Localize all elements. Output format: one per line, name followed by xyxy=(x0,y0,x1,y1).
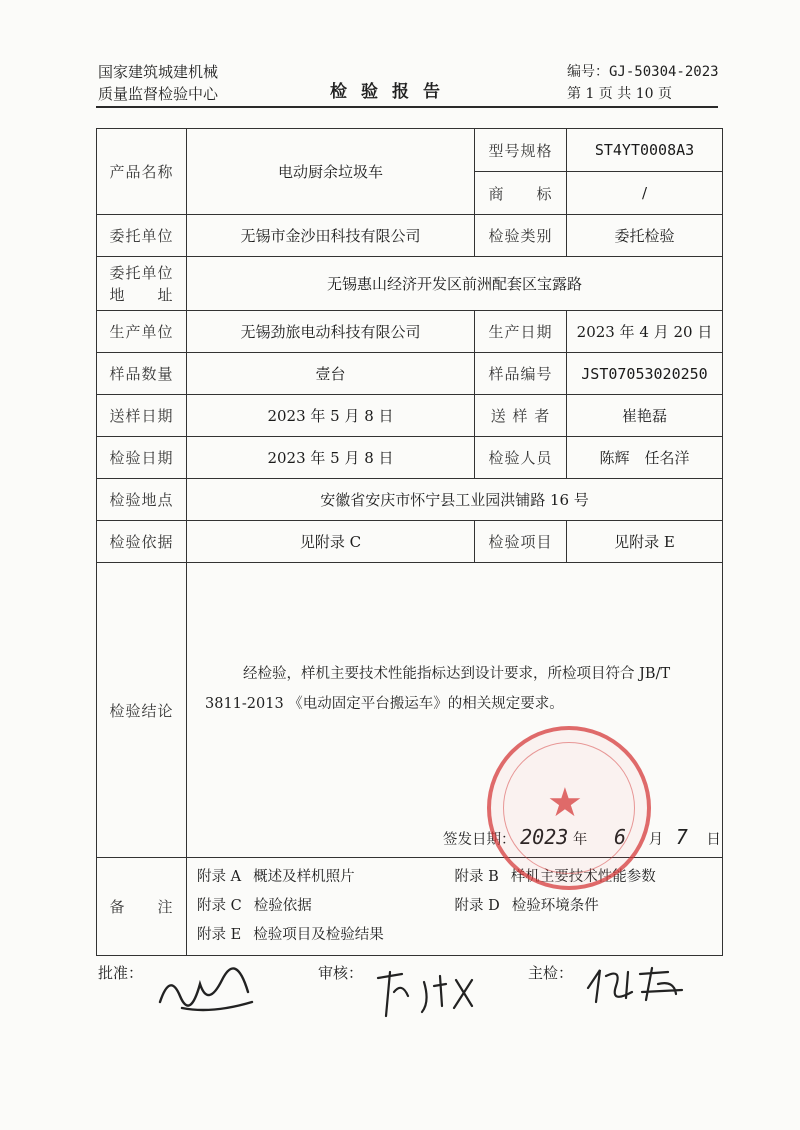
client-address-label-line2: 地 址 xyxy=(109,285,174,304)
reviewer-label: 审核： xyxy=(318,964,364,982)
header-divider xyxy=(96,106,718,108)
model-label: 型号规格 xyxy=(475,129,567,172)
chief-inspector-signature xyxy=(528,962,692,1022)
chief-inspector-label: 主检： xyxy=(528,964,574,982)
sender-label: 送 样 者 xyxy=(475,395,567,437)
category-value: 委托检验 xyxy=(567,215,723,257)
conclusion-cell xyxy=(187,563,723,858)
conclusion-label: 检验结论 xyxy=(97,563,187,858)
note-tag: 附录 A xyxy=(197,869,242,885)
manufacturer-value: 无锡劲旅电动科技有限公司 xyxy=(187,311,475,353)
conclusion-text: 经检验，样机主要技术性能指标达到设计要求，所检项目符合 JB/T 3811-2013 《电动固定平台搬运车》的相关规定要求。 xyxy=(205,666,671,712)
manufacturer-label: 生产单位 xyxy=(97,311,187,353)
sample-number-value: JST07053020250 xyxy=(567,353,723,395)
test-date-label: 检验日期 xyxy=(97,437,187,479)
page-info: 第 1 页 共 10 页 xyxy=(567,86,672,102)
client-address-value: 无锡惠山经济开发区前洲配套区宝露路 xyxy=(187,257,723,311)
report-title: 检验报告 xyxy=(330,82,454,102)
issue-day-unit: 日 xyxy=(706,832,721,848)
note-tag: 附录 E xyxy=(197,927,242,943)
issue-month-unit: 月 xyxy=(648,832,664,848)
note-item xyxy=(455,892,713,921)
handwritten-signature-icon xyxy=(372,962,482,1022)
issue-year: 2023 xyxy=(520,825,569,849)
test-items-label: 检验项目 xyxy=(475,521,567,563)
note-item xyxy=(197,863,455,892)
test-site-value: 安徽省安庆市怀宁县工业园洪铺路 16 号 xyxy=(187,479,723,521)
client-address-label xyxy=(97,257,187,311)
notes-cell xyxy=(187,858,723,956)
product-name-label: 产品名称 xyxy=(97,129,187,215)
sender-value: 崔艳磊 xyxy=(567,395,723,437)
production-date-label: 生产日期 xyxy=(475,311,567,353)
sample-quantity-label: 样品数量 xyxy=(97,353,187,395)
issue-date-label: 签发日期： xyxy=(443,832,516,848)
test-items-value: 见附录 E xyxy=(567,521,723,563)
brand-value: / xyxy=(567,172,723,215)
inspector-label: 检验人员 xyxy=(475,437,567,479)
note-tag: 附录 D xyxy=(454,898,500,914)
note-text: 样机主要技术性能参数 xyxy=(510,869,656,885)
approver-label: 批准： xyxy=(98,964,144,982)
issue-month: 6 xyxy=(614,825,627,849)
test-basis-label: 检验依据 xyxy=(97,521,187,563)
test-date-value: 2023 年 5 月 8 日 xyxy=(187,437,475,479)
note-tag: 附录 B xyxy=(454,869,499,885)
handwritten-signature-icon xyxy=(152,962,262,1022)
note-text: 概述及样机照片 xyxy=(253,869,355,885)
issue-year-unit: 年 xyxy=(572,832,588,848)
client-value: 无锡市金沙田科技有限公司 xyxy=(187,215,475,257)
issue-day: 7 xyxy=(675,825,688,849)
note-text: 检验环境条件 xyxy=(511,898,599,914)
delivery-date-value: 2023 年 5 月 8 日 xyxy=(187,395,475,437)
product-name-value: 电动厨余垃圾车 xyxy=(187,129,475,215)
note-text: 检验项目及检验结果 xyxy=(253,927,384,943)
header-org-line1: 国家建筑城建机械 xyxy=(98,63,219,81)
header-org-line2: 质量监督检验中心 xyxy=(98,85,219,103)
category-label: 检验类别 xyxy=(475,215,567,257)
model-value: ST4YT0008A3 xyxy=(567,129,723,172)
sample-number-label: 样品编号 xyxy=(475,353,567,395)
approver-signature xyxy=(98,962,262,1022)
reviewer-signature xyxy=(318,962,482,1022)
handwritten-signature-icon xyxy=(582,962,692,1022)
production-date-value: 2023 年 4 月 20 日 xyxy=(567,311,723,353)
note-item xyxy=(455,863,713,892)
note-text: 检验依据 xyxy=(253,898,312,914)
sample-quantity-value: 壹台 xyxy=(187,353,475,395)
test-basis-value: 见附录 C xyxy=(187,521,475,563)
note-tag: 附录 C xyxy=(197,898,242,914)
report-form xyxy=(96,128,723,956)
brand-label: 商 标 xyxy=(475,172,567,215)
note-item xyxy=(197,921,467,950)
issue-date xyxy=(443,825,721,849)
star-icon: ★ xyxy=(547,780,583,826)
inspector-value: 陈辉 任名洋 xyxy=(567,437,723,479)
notes-label: 备 注 xyxy=(97,858,187,956)
report-number: 编号：GJ-50304-2023 xyxy=(567,64,719,80)
test-site-label: 检验地点 xyxy=(97,479,187,521)
note-item xyxy=(197,892,455,921)
client-address-label-line1: 委托单位 xyxy=(109,263,174,282)
delivery-date-label: 送样日期 xyxy=(97,395,187,437)
client-label: 委托单位 xyxy=(97,215,187,257)
